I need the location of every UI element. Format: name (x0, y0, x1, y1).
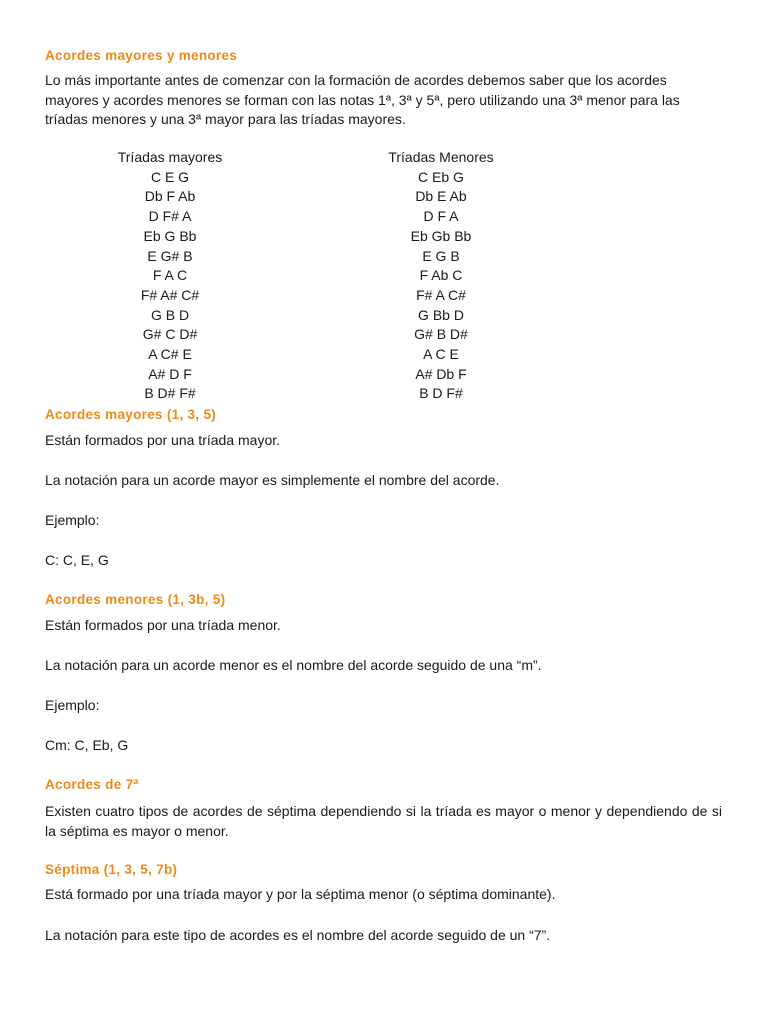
major-triad-item: Db F Ab (144, 188, 196, 205)
major-triads-header: Tríadas mayores (117, 149, 223, 165)
major-triad-item: D F# A (148, 208, 192, 225)
dominant-seventh-notation-paragraph: La notación para este tipo de acordes es el nombre del acorde seguido de un “7”. (45, 927, 551, 943)
minor-triads-header: Tríadas Menores (388, 149, 494, 165)
minor-triad-item: G Bb D (418, 306, 464, 323)
minor-triad-item: A# Db F (415, 365, 467, 382)
section-heading-dominant-seventh: Séptima (1, 3, 5, 7b) (45, 862, 178, 877)
section-heading-seventh-chords: Acordes de 7ª (45, 777, 139, 792)
dominant-seventh-paragraph: Está formado por una tríada mayor y por la séptima menor (o séptima dominante). (45, 886, 556, 902)
major-triad-item: F A C (152, 267, 188, 284)
minor-triad-item: Eb Gb Bb (410, 227, 472, 244)
minor-triad-item: B D F# (419, 385, 463, 402)
major-triad-item: C E G (150, 168, 190, 185)
minor-triad-item: F# A C# (416, 286, 466, 303)
minor-example: Cm: C, Eb, G (45, 737, 129, 753)
minor-example-label: Ejemplo: (45, 697, 100, 713)
section-heading-major-chords: Acordes mayores (1, 3, 5) (45, 407, 217, 422)
section-heading-major-minor: Acordes mayores y menores (45, 48, 238, 63)
major-triad-item: F# A# C# (140, 286, 200, 303)
minor-triad-item: F Ab C (419, 267, 463, 284)
major-example-label: Ejemplo: (45, 512, 100, 528)
major-example: C: C, E, G (45, 552, 109, 568)
minor-triads-column (356, 148, 526, 404)
major-triad-item: Eb G Bb (143, 227, 197, 244)
major-triad-item: A C# E (148, 346, 192, 363)
minor-triad-item: E G B (422, 247, 460, 264)
major-triad-item: E G# B (147, 247, 193, 264)
major-chords-paragraph: Están formados por una tríada mayor. (45, 432, 281, 448)
major-triads-column (85, 148, 255, 404)
major-triad-item: G# C D# (142, 326, 198, 343)
minor-notation-paragraph: La notación para un acorde menor es el nombre del acorde seguido de una “m”. (45, 657, 542, 673)
section-heading-minor-chords: Acordes menores (1, 3b, 5) (45, 592, 226, 607)
intro-paragraph: Lo más importante antes de comenzar con la formación de acordes debemos saber que los acordes mayores y acordes menores se forman con las notas 1ª, 3ª y 5ª, pero utilizando una 3ª menor para las tríadas menores y una 3ª mayor para las tríadas mayores. (45, 72, 680, 127)
major-notation-paragraph: La notación para un acorde mayor es simplemente el nombre del acorde. (45, 472, 500, 488)
minor-triad-item: Db E Ab (415, 188, 467, 205)
major-triad-item: A# D F (148, 365, 192, 382)
minor-triad-item: D F A (423, 208, 459, 225)
major-triad-item: G B D (150, 306, 190, 323)
minor-triad-item: G# B D# (414, 326, 468, 343)
minor-triad-item: C Eb G (418, 168, 464, 185)
minor-triad-item: A C E (423, 346, 459, 363)
seventh-chords-paragraph: Existen cuatro tipos de acordes de séptima dependiendo si la tríada es mayor o menor y dependiendo de si la séptima es mayor o menor. (45, 803, 722, 839)
major-triad-item: B D# F# (144, 385, 196, 402)
minor-chords-paragraph: Están formados por una tríada menor. (45, 617, 281, 633)
